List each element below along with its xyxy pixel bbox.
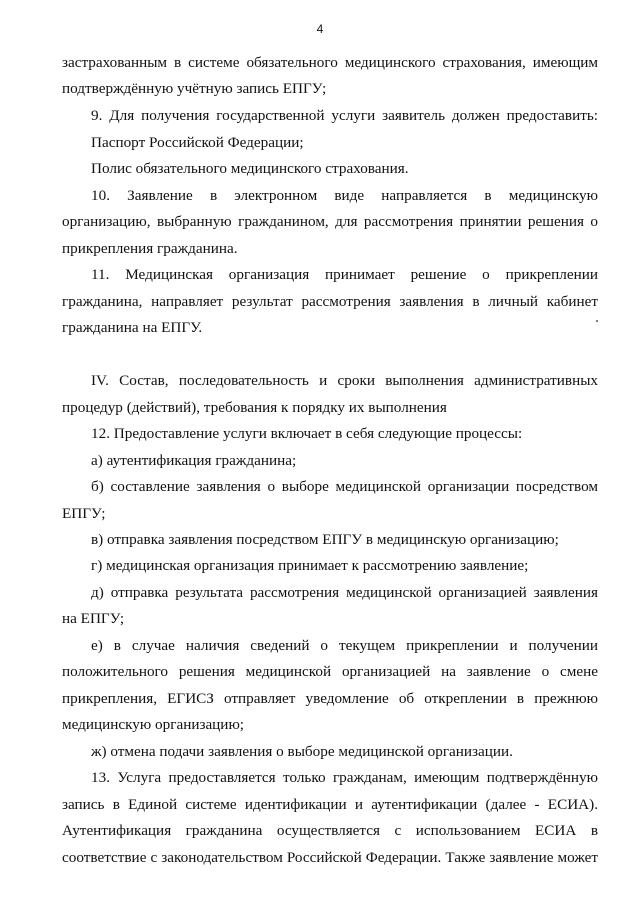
list-item: положительного решения медицинской организацией на заявление о смене: [62, 663, 598, 680]
text-line: 10. Заявление в электронном виде направляется в медицинскую: [91, 187, 598, 204]
text-line: 9. Для получения государственной услуги заявитель должен предоставить:: [91, 107, 598, 124]
text-line: гражданина, направляет результат рассмотрения заявления в личный кабинет: [62, 293, 598, 310]
list-item: в) отправка заявления посредством ЕПГУ в медицинскую организацию;: [91, 531, 559, 548]
text-line: 11. Медицинская организация принимает решение о прикреплении: [91, 266, 598, 283]
text-line: соответствие с законодательством Российской Федерации. Также заявление может: [62, 849, 598, 866]
list-item: на ЕПГУ;: [62, 610, 125, 627]
list-item: медицинскую организацию;: [62, 716, 245, 733]
text-line: подтверждённую учётную запись ЕПГУ;: [62, 80, 327, 97]
text-line: 12. Предоставление услуги включает в себя следующие процессы:: [91, 425, 523, 442]
list-item: а) аутентификация гражданина;: [91, 452, 297, 469]
text-line: Аутентификация гражданина осуществляется с использованием ЕСИА в: [62, 822, 598, 839]
text-line: организацию, выбранную гражданином, для рассмотрения принятии решения о: [62, 213, 598, 230]
page-number: 4: [316, 22, 324, 36]
text-line: застрахованным в системе обязательного медицинского страхования, имеющим: [62, 54, 598, 71]
list-item: ж) отмена подачи заявления о выборе медицинской организации.: [91, 743, 513, 760]
text-line: гражданина на ЕПГУ.: [62, 319, 203, 336]
text-line: Полис обязательного медицинского страхования.: [91, 160, 409, 177]
text-line: 13. Услуга предоставляется только гражданам, имеющим подтверждённую: [91, 769, 598, 786]
list-item: прикрепления, ЕГИСЗ отправляет уведомление об откреплении в прежнюю: [62, 690, 598, 707]
list-item: ЕПГУ;: [62, 505, 106, 522]
text-line: прикрепления гражданина.: [62, 240, 238, 257]
list-item: б) составление заявления о выборе медицинской организации посредством: [91, 478, 598, 495]
list-item: г) медицинская организация принимает к рассмотрению заявление;: [91, 557, 529, 574]
section-heading-line: процедур (действий), требования к порядку их выполнения: [62, 399, 447, 416]
scan-speck: [596, 320, 598, 322]
text-line: Паспорт Российской Федерации;: [91, 134, 304, 151]
list-item: е) в случае наличия сведений о текущем прикреплении и получении: [91, 637, 598, 654]
text-line: запись в Единой системе идентификации и аутентификации (далее - ЕСИА).: [62, 796, 598, 813]
section-heading-line: IV. Состав, последовательность и сроки выполнения административных: [91, 372, 598, 389]
list-item: д) отправка результата рассмотрения медицинской организацией заявления: [91, 584, 598, 601]
